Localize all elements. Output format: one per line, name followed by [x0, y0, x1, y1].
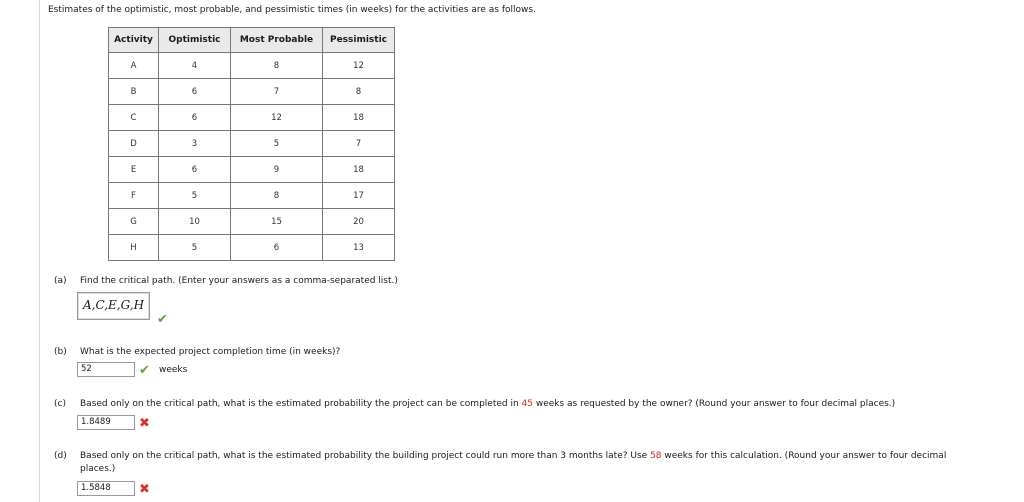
header-most-probable: Most Probable [231, 28, 323, 53]
question-c-text-before: Based only on the critical path, what is the estimated probability the project can be completed in [80, 399, 522, 409]
table-row [109, 105, 395, 131]
question-d-text-before: Based only on the critical path, what is the estimated probability the building project could run more than 3 months late? Use [80, 451, 651, 461]
critical-path-answer-field[interactable]: A,C,E,G,H [77, 292, 150, 320]
most-probable-cell: 6 [231, 235, 323, 261]
table-row [109, 131, 395, 157]
table-row [109, 53, 395, 79]
correct-check-icon: ✔ [139, 363, 150, 378]
most-probable-cell: 9 [231, 157, 323, 183]
question-b-tag: (b) [54, 347, 67, 357]
optimistic-cell: 5 [159, 235, 231, 261]
question-d-text-after: weeks for this calculation. (Round your answer to four decimal [661, 451, 947, 461]
pessimistic-cell: 20 [323, 209, 395, 235]
most-probable-cell: 8 [231, 53, 323, 79]
pessimistic-cell: 13 [323, 235, 395, 261]
most-probable-cell: 5 [231, 131, 323, 157]
left-border [39, 0, 40, 502]
most-probable-cell: 7 [231, 79, 323, 105]
problem-intro: Estimates of the optimistic, most probable, and pessimistic times (in weeks) for the activities are as follows. [48, 5, 536, 15]
activity-cell: A [109, 53, 159, 79]
activity-cell: D [109, 131, 159, 157]
optimistic-cell: 5 [159, 183, 231, 209]
header-activity: Activity [109, 28, 159, 53]
optimistic-cell: 10 [159, 209, 231, 235]
table-row [109, 79, 395, 105]
question-a-text: Find the critical path. (Enter your answers as a comma-separated list.) [80, 276, 398, 286]
header-pessimistic: Pessimistic [323, 28, 395, 53]
table-row [109, 183, 395, 209]
pessimistic-cell: 7 [323, 131, 395, 157]
optimistic-cell: 6 [159, 157, 231, 183]
table-header-row [109, 28, 395, 53]
question-c-highlight-value: 45 [521, 399, 533, 409]
table-row [109, 157, 395, 183]
activity-cell: C [109, 105, 159, 131]
activity-cell: G [109, 209, 159, 235]
most-probable-cell: 12 [231, 105, 323, 131]
pessimistic-cell: 12 [323, 53, 395, 79]
activity-cell: F [109, 183, 159, 209]
question-c-tag: (c) [54, 399, 66, 409]
question-d-highlight-value: 58 [650, 451, 662, 461]
pessimistic-cell: 17 [323, 183, 395, 209]
pessimistic-cell: 8 [323, 79, 395, 105]
incorrect-x-icon: ✖ [139, 416, 150, 431]
question-d-line2: places.) [80, 464, 116, 474]
most-probable-cell: 8 [231, 183, 323, 209]
optimistic-cell: 4 [159, 53, 231, 79]
question-c [54, 399, 895, 409]
correct-check-icon: ✔ [157, 312, 168, 327]
question-b [54, 347, 340, 357]
activity-times-table [108, 27, 395, 261]
header-optimistic: Optimistic [159, 28, 231, 53]
probability-c-input[interactable]: 1.8489 [77, 415, 135, 430]
optimistic-cell: 3 [159, 131, 231, 157]
question-d-tag: (d) [54, 451, 67, 461]
pessimistic-cell: 18 [323, 105, 395, 131]
optimistic-cell: 6 [159, 105, 231, 131]
optimistic-cell: 6 [159, 79, 231, 105]
activity-cell: B [109, 79, 159, 105]
question-c-text-after: weeks as requested by the owner? (Round your answer to four decimal places.) [532, 399, 896, 409]
incorrect-x-icon: ✖ [139, 482, 150, 497]
question-a [54, 276, 398, 286]
pessimistic-cell: 18 [323, 157, 395, 183]
activity-cell: E [109, 157, 159, 183]
probability-d-input[interactable]: 1.5848 [77, 481, 135, 496]
table-row [109, 209, 395, 235]
question-b-text: What is the expected project completion time (in weeks)? [80, 347, 341, 357]
activity-cell: H [109, 235, 159, 261]
question-d [54, 451, 946, 461]
question-a-tag: (a) [54, 276, 67, 286]
most-probable-cell: 15 [231, 209, 323, 235]
completion-time-input[interactable]: 52 [77, 362, 135, 377]
table-row [109, 235, 395, 261]
weeks-unit-label: weeks [159, 365, 188, 375]
